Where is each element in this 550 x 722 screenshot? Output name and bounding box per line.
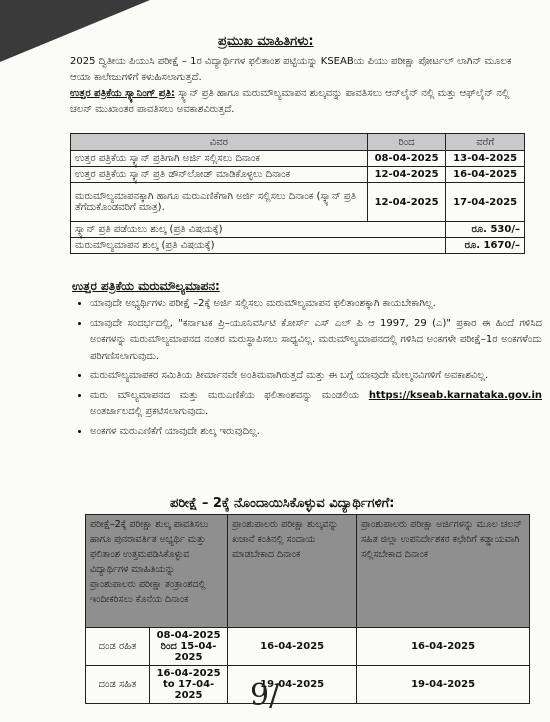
row-to-date: 13-04-2025 <box>446 151 525 167</box>
table-row <box>71 167 525 183</box>
header-details: ವಿವರ <box>71 134 368 151</box>
header-portal-update: ಪರೀಕ್ಷೆ–2ಕ್ಕೆ ಪರೀಕ್ಷಾ ಶುಲ್ಕ ಪಾವತಿಸಲು ಹಾಗೂ ಪುನರಾವರ್ತಿತ ಅಭ್ಯರ್ಥಿ ಮತ್ತು ಫಲಿತಾಂಶ ಉತ್ತಮಪಡಿಸಿಕೊಳ್ಳುವ ವಿದ್ಯಾರ್ಥಿಗಳ ಮಾಹಿತಿಯನ್ನು ಪ್ರಾಂಶುಪಾಲರು ಪರೀಕ್ಷಾ ತಂತ್ರಾಂಶದಲ್ಲಿ ಇಂದೀಕರಿಸಲು ಕೊನೆಯ ದಿನಾಂಕ <box>86 515 228 628</box>
header-application-submit: ಪ್ರಾಂಶುಪಾಲರು ಪರೀಕ್ಷಾ ಅರ್ಜಿಗಳನ್ನು ಮೂಲ ಚಲನ್ ಸಹಿತ ಜಿಲ್ಲಾ ಉಪನಿರ್ದೇಶಕರ ಕಛೇರಿಗೆ ಕಡ್ಡಾಯವಾಗಿ ಸಲ್ಲಿಸಬೇಕಾದ ದಿನಾಂಕ <box>357 515 530 628</box>
row-to-date: 16-04-2025 <box>446 167 525 183</box>
list-item: • ಅಂಕಗಳ ಮರುಎಣಿಕೆಗೆ ಯಾವುದೇ ಶುಲ್ಕ ಇರುವುದಿಲ್ಲ. <box>90 424 542 441</box>
scan-schedule-table <box>70 133 525 254</box>
list-item <box>90 388 542 421</box>
scan-paragraph-text: ಸ್ಕ್ಯಾನ್ ಪ್ರತಿ ಹಾಗೂ ಮರುಮೌಲ್ಯಮಾಪನ ಶುಲ್ಕವನ್ನು ಪಾವತಿಸಲು ಆನ್‌ಲೈನ್ ನಲ್ಲಿ ಮತ್ತು ಆಫ್‌ಲೈನ್ ನಲ್ಲಿ ಚಲನ್ ಮುಖಾಂತರ ಪಾವತಿಸಲು ಅವಕಾಶವಿರುತ್ತದೆ. <box>70 88 510 115</box>
row-to-date: 17-04-2025 <box>446 183 525 222</box>
page-title: ಪ್ರಮುಖ ಮಾಹಿತಿಗಳು: <box>218 34 314 49</box>
table-row <box>86 628 530 666</box>
fee-amount: ರೂ. 530/– <box>446 222 525 238</box>
list-item: • ಯಾವುದೇ ಅಭ್ಯರ್ಥಿಗಳು ಪರೀಕ್ಷೆ –2ಕ್ಕೆ ಅರ್ಜಿ ಸಲ್ಲಿಸಲು ಮರುಮೌಲ್ಯಮಾಪನ ಫಲಿತಾಂಶಕ್ಕಾಗಿ ಕಾಯಬೇಕಾಗಿಲ್ಲ. <box>90 296 542 313</box>
list-item: • ಮರುಮೌಲ್ಯಮಾಪಕರ ಸಮಿತಿಯ ತೀರ್ಮಾನವೇ ಅಂತಿಮವಾಗಿರುತ್ತದೆ ಮತ್ತು ಈ ಬಗ್ಗೆ ಯಾವುದೇ ಮೇಲ್ಮನವಿಗಳಿಗೆ ಅವಕಾಶವಿಲ್ಲ. <box>90 368 542 385</box>
row-date-range: 16-04-2025 to 17-04-2025 <box>150 666 228 704</box>
list-item-text: ಮರು ಮೌಲ್ಯಮಾಪನದ ಮತ್ತು ಮರುಎಣಿಕೆಯ ಫಲಿತಾಂಶವನ್ನು ಮಂಡಲಿಯ <box>90 389 360 401</box>
row-label: ದಂಡ ರಹಿತ <box>86 628 150 666</box>
row-label: ಉತ್ತರ ಪತ್ರಿಕೆಯ ಸ್ಕ್ಯಾನ್ ಪ್ರತಿ ಡೌನ್‌ಲೋಡ್ ಮಾಡಿಕೊಳ್ಳಲು ದಿನಾಂಕ <box>71 167 368 183</box>
fee-amount: ರೂ. 1670/– <box>446 238 525 254</box>
header-fee-remit: ಪ್ರಾಂಶುಪಾಲರು ಪರೀಕ್ಷಾ ಶುಲ್ಕವನ್ನು ಖಜಾನೆ ಕಂತಿನಲ್ಲಿ ಸಂದಾಯ ಮಾಡಬೇಕಾದ ದಿನಾಂಕ <box>228 515 357 628</box>
fee-row <box>71 222 525 238</box>
row-submit-date: 19-04-2025 <box>357 666 530 704</box>
row-label: ದಂಡ ಸಹಿತ <box>86 666 150 704</box>
exam2-schedule-table <box>85 514 530 704</box>
fee-row <box>71 238 525 254</box>
exam2-heading: ಪರೀಕ್ಷೆ – 2ಕ್ಕೆ ನೊಂದಾಯಿಸಿಕೊಳ್ಳುವ ವಿದ್ಯಾರ್ಥಿಗಳಿಗೆ: <box>170 496 395 511</box>
revaluation-list <box>70 296 542 443</box>
header-from: ರಿಂದ <box>367 134 446 151</box>
kseab-website-link[interactable]: https://kseab.karnataka.gov.in <box>368 389 542 401</box>
row-from-date: 08-04-2025 <box>367 151 446 167</box>
row-label: ಮರುಮೌಲ್ಯಮಾಪನಕ್ಕಾಗಿ ಹಾಗೂ ಮರುಎಣಿಕೆಗಾಗಿ ಅರ್ಜಿ ಸಲ್ಲಿಸಲು ದಿನಾಂಕ (ಸ್ಕ್ಯಾನ್ ಪ್ರತಿ ತೆಗೆದುಕೊಂಡವರಿಗೆ ಮಾತ್ರ). <box>71 183 368 222</box>
table-row <box>71 183 525 222</box>
list-item: • ಯಾವುದೇ ಸಂದರ್ಭದಲ್ಲಿ, "ಕರ್ನಾಟಕ ಪ್ರಿ–ಯೂನಿವರ್ಸಿಟಿ ಕೋರ್ಸ್ ಎಸ್ ಎಲ್ ಪಿ ಆ 1997, 29 (ಎ)" ಪ್ರಕಾರ ಈ ಹಿಂದೆ ಗಳಿಸಿದ ಅಂಕಗಳನ್ನು ಮರುಮೌಲ್ಯಮಾಪನದ ನಂತರ ಮರುಸ್ಥಾಪಿಸಲು ಸಾಧ್ಯವಿಲ್ಲ. ಮರುಮೌಲ್ಯಮಾಪನದಲ್ಲಿ ಗಳಿಸಿದ ಅಂಕಗಳೇ ಪರೀಕ್ಷೆ–1ರ ಅಂಕಗಳೆಂದು ಪರಿಗಣಿಸಲಾಗುವುದು. <box>90 316 542 366</box>
table-header-row <box>71 134 525 151</box>
table-row <box>71 151 525 167</box>
fee-label: ಸ್ಕ್ಯಾನ್ ಪ್ರತಿ ಪಡೆಯಲು ಶುಲ್ಕ (ಪ್ರತಿ ವಿಷಯಕ್ಕೆ) <box>71 222 446 238</box>
fee-label: ಮರುಮೌಲ್ಯಮಾಪನ ಶುಲ್ಕ (ಪ್ರತಿ ವಿಷಯಕ್ಕೆ) <box>71 238 446 254</box>
scan-paragraph <box>70 86 525 118</box>
list-item-suffix: ಅಂತರ್ಜಾಲದಲ್ಲಿ ಪ್ರಕಟಿಸಲಾಗುವುದು. <box>90 406 209 417</box>
revaluation-heading: ಉತ್ತರ ಪತ್ರಿಕೆಯ ಮರುಮೌಲ್ಯಮಾಪನ: <box>72 279 220 293</box>
table-header-row <box>86 515 530 628</box>
handwritten-page-mark: 9/ <box>250 678 280 713</box>
row-fee-date: 19-04-2025 <box>228 666 357 704</box>
intro-paragraph: 2025 ದ್ವಿತೀಯ ಪಿಯುಸಿ ಪರೀಕ್ಷೆ – 1ರ ವಿದ್ಯಾರ್ಥಿಗಳ ಫಲಿತಾಂಶ ಪಟ್ಟಿಯನ್ನು KSEABಯ ಪಿಯು ಪರೀಕ್ಷಾ ಪೋರ್ಟಲ್ ಲಾಗಿನ್ ಮೂಲಕ ಆಯಾ ಕಾಲೇಜುಗಳಿಗೆ ಕಳುಹಿಸಲಾಗುತ್ತದೆ. <box>70 56 512 83</box>
header-to: ವರೆಗೆ <box>446 134 525 151</box>
row-fee-date: 16-04-2025 <box>228 628 357 666</box>
row-from-date: 12-04-2025 <box>367 183 446 222</box>
row-submit-date: 16-04-2025 <box>357 628 530 666</box>
row-from-date: 12-04-2025 <box>367 167 446 183</box>
row-date-range: 08-04-2025 ರಿಂದ 15-04-2025 <box>150 628 228 666</box>
table-row <box>86 666 530 704</box>
row-label: ಉತ್ತರ ಪತ್ರಿಕೆಯ ಸ್ಕ್ಯಾನ್ ಪ್ರತಿಗಾಗಿ ಅರ್ಜಿ ಸಲ್ಲಿಸಲು ದಿನಾಂಕ <box>71 151 368 167</box>
scan-paragraph-lead: ಉತ್ತರ ಪತ್ರಿಕೆಯ ಸ್ಕ್ಯಾನಿಂಗ್ ಪ್ರತಿ: <box>70 88 175 99</box>
